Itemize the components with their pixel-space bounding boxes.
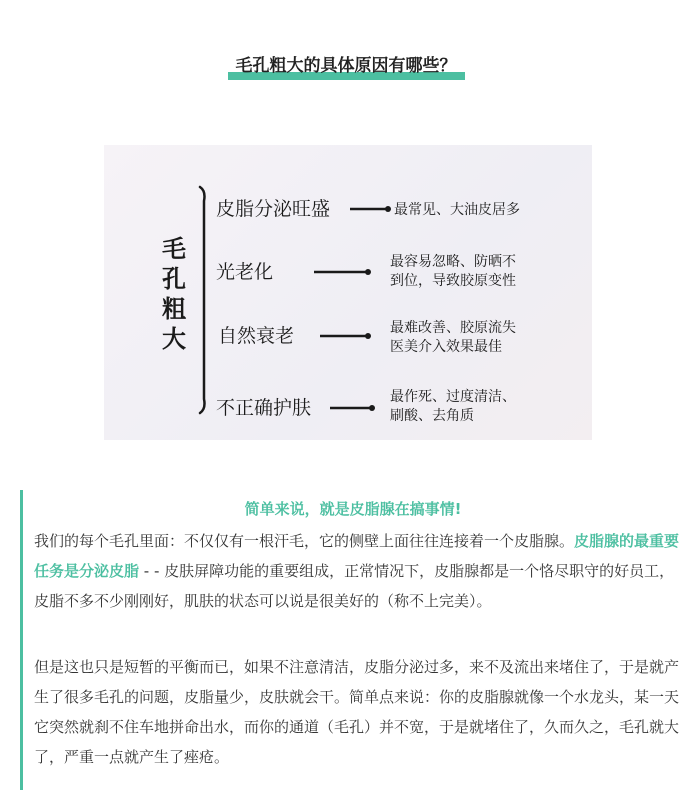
cause-label: 不正确护肤: [216, 397, 312, 419]
cause-detail: 最容易忽略、防晒不: [390, 254, 516, 270]
highlighted-text: 皮脂腺的最重要任务是分泌皮脂: [34, 532, 680, 580]
connector-dot: [365, 269, 371, 275]
bracket-line: [200, 187, 205, 413]
cause-detail: 医美介入效果最佳: [390, 339, 502, 355]
cause-label: 自然衰老: [218, 325, 295, 347]
article-section: [20, 490, 683, 790]
vertical-label-char: 孔: [162, 265, 186, 293]
vertical-label-char: 大: [162, 325, 186, 353]
cause-detail: 最难改善、胶原流失: [390, 320, 516, 336]
paragraph-text: - - 皮肤屏障功能的重要组成，正常情况下，皮脂腺都是一个恪尽职守的好员工，皮脂不多不少刚刚好，肌肤的状态可以说是很美好的（称不上完美）。: [34, 562, 675, 610]
paragraph-1: [34, 526, 684, 616]
cause-detail: 刷酸、去角质: [390, 408, 474, 424]
heading-block: [0, 54, 692, 78]
cause-detail: 最常见、大油皮居多: [394, 202, 520, 218]
vertical-label-char: 毛: [162, 235, 186, 263]
page-title-text: 毛孔粗大的具体原因有哪些？: [235, 56, 457, 76]
cause-label: 光老化: [216, 261, 274, 283]
connector-dot: [369, 405, 375, 411]
page-title: [228, 54, 465, 78]
vertical-label-char: 粗: [162, 295, 186, 323]
cause-detail: 最作死、过度清洁、: [390, 389, 516, 405]
infographic-image: [104, 145, 592, 440]
connector-dot: [365, 333, 371, 339]
paragraph-2: 但是这也只是短暂的平衡而已，如果不注意清洁，皮脂分泌过多，来不及流出来堵住了，于是就产生了很多毛孔的问题，皮脂量少，皮肤就会干。简单点来说：你的皮脂腺就像一个水龙头，某一天它突然就刹不住车地拼命出水，而你的通道（毛孔）并不宽，于是就堵住了，久而久之，毛孔就大了，严重一点就产生了痤疮。: [34, 658, 680, 766]
cause-detail: 到位，导致胶原变性: [390, 273, 516, 289]
section-subheading: 简单来说，就是皮脂腺在搞事情!: [244, 500, 462, 518]
cause-label: 皮脂分泌旺盛: [216, 198, 331, 220]
infographic-diagram: [104, 145, 592, 440]
connector-dot: [385, 206, 391, 212]
paragraph-text: 我们的每个毛孔里面：不仅仅有一根汗毛，它的侧壁上面往往连接着一个皮脂腺。: [34, 532, 575, 550]
